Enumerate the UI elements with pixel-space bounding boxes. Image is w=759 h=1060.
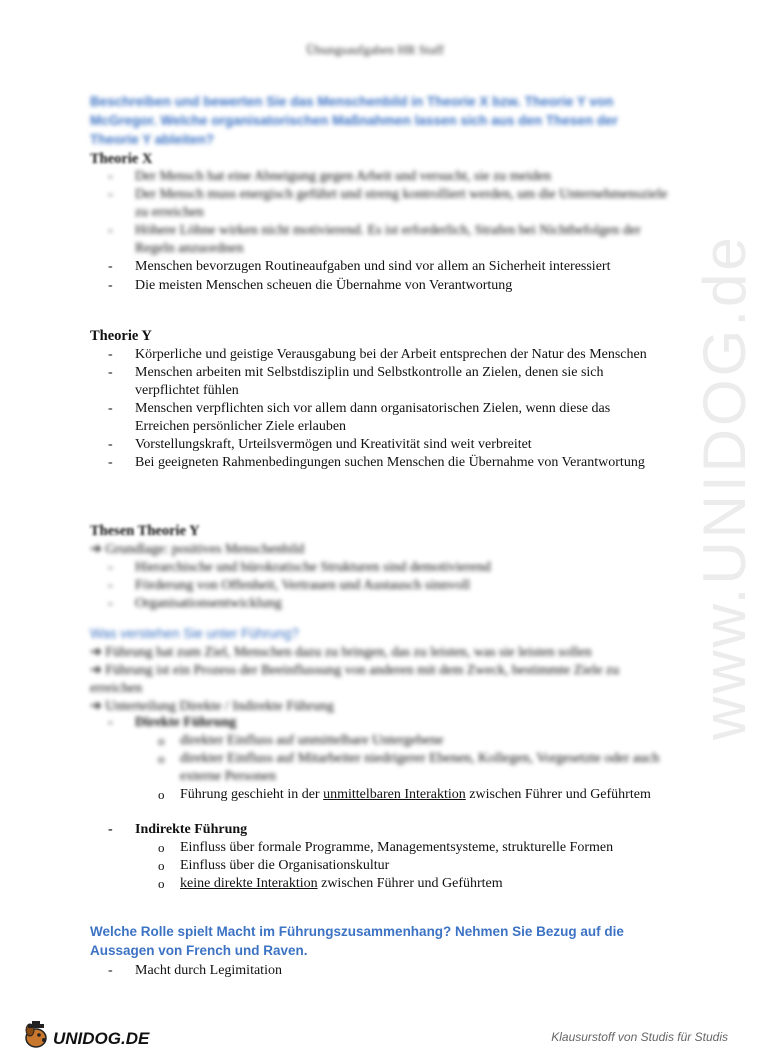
list-item: - Körperliche und geistige Verausgabung bei der Arbeit entsprechen der Natur des Menschen (108, 346, 668, 364)
list-item (158, 875, 678, 893)
unidog-logo (22, 1018, 152, 1052)
underlined-term: keine direkte Interaktion (180, 876, 318, 891)
list-item: - Macht durch Legimitation (108, 962, 668, 980)
indirekt-sublist (158, 839, 678, 893)
list-item: - Menschen arbeiten mit Selbstdisziplin und Selbstkontrolle an Zielen, denen sie sich verpflichtet fühlen (108, 364, 668, 400)
page-title: Übungsaufgaben HR Staff (306, 42, 444, 57)
arrow-line: ➔ Führung hat zum Ziel, Menschen dazu zu bringen, das zu leisten, was sie leisten sollen (90, 645, 592, 660)
list-item: - Höhere Löhne wirken nicht motivierend. Es ist erforderlich, Strafen bei Nichtbefolgen der Regeln anzuordnen (108, 222, 668, 258)
list-item: - Menschen verpflichten sich vor allem dann organisatorischen Zielen, wenn diese das Erreichen persönlicher Ziele erlauben (108, 400, 668, 436)
indirekt-label: - Indirekte Führung (108, 821, 668, 839)
list-item: o Einfluss über die Organisationskultur (158, 857, 678, 875)
theorie-y-heading: Theorie Y (90, 328, 152, 344)
list-item: - Förderung von Offenheit, Vertrauen und Austausch sinnvoll (108, 577, 668, 595)
list-item: o direkter Einfluss auf Mitarbeiter niedrigerer Ebenen, Kollegen, Vorgesetzte oder auch externe Personen (158, 750, 678, 786)
question-1: Beschreiben und bewerten Sie das Menschenbild in Theorie X bzw. Theorie Y von McGregor. Welche organisatorischen Maßnahmen lassen sich aus den Thesen der Theorie Y ableiten? (90, 94, 618, 147)
arrow-line: ➔ Grundlage: positives Menschenbild (90, 542, 305, 557)
direkt-label: - Direkte Führung (108, 714, 668, 732)
theorie-x-list (108, 168, 668, 295)
logo-text: UNIDOG.DE (53, 1029, 150, 1048)
arrow-line: ➔ Unterteilung Direkte / Indirekte Führung (90, 699, 334, 714)
question-2: Was verstehen Sie unter Führung? (90, 626, 299, 641)
direkt-sublist (158, 732, 678, 804)
text-part: zwischen Führer und Geführtem (317, 876, 503, 891)
list-item: - Menschen bevorzugen Routineaufgaben und sind vor allem an Sicherheit interessiert (108, 258, 668, 276)
list-item: - Der Mensch muss energisch geführt und streng kontrolliert werden, um die Unternehmensziele zu erreichen (108, 186, 668, 222)
list-item: - Der Mensch hat eine Abneigung gegen Arbeit und versucht, sie zu meiden (108, 168, 668, 186)
theorie-y-list (108, 346, 668, 472)
underlined-term: unmittelbaren Interaktion (323, 787, 466, 802)
list-item: - Hierarchische und bürokratische Strukturen sind demotivierend (108, 559, 668, 577)
thesen-list (108, 559, 668, 613)
text-part: zwischen Führer und Geführtem (465, 787, 651, 802)
list-item: - Organisationsentwicklung (108, 595, 668, 613)
indirekt-list (108, 821, 668, 839)
arrow-line: ➔ Führung ist ein Prozess der Beeinflussung von anderen mit dem Zweck, bestimmte Ziele zu erreichen (90, 663, 620, 696)
footer-note: Klausurstoff von Studis für Studis (551, 1030, 728, 1044)
thesen-heading: Thesen Theorie Y (90, 523, 200, 539)
list-item: o Einfluss über formale Programme, Managementsysteme, strukturelle Formen (158, 839, 678, 857)
list-item: - Bei geeigneten Rahmenbedingungen suchen Menschen die Übernahme von Verantwortung (108, 454, 668, 472)
list-item: - Die meisten Menschen scheuen die Übernahme von Verantwortung (108, 277, 668, 295)
list-item: o direkter Einfluss auf unmittelbare Untergebene (158, 732, 678, 750)
fuehrung-arrows (90, 644, 660, 716)
dog-icon (26, 1021, 46, 1047)
list-item (158, 786, 678, 804)
thesen-arrow (90, 541, 660, 559)
watermark: www.UNIDOG.de (691, 234, 758, 740)
text-part: Führung geschieht in der (180, 787, 324, 802)
question-3: Welche Rolle spielt Macht im Führungszusammenhang? Nehmen Sie Bezug auf die Aussagen von French und Raven. (90, 924, 624, 958)
macht-list (108, 962, 668, 980)
direkt-list (108, 714, 668, 732)
list-item: - Vorstellungskraft, Urteilsvermögen und Kreativität sind weit verbreitet (108, 436, 668, 454)
theorie-x-heading: Theorie X (90, 151, 153, 167)
